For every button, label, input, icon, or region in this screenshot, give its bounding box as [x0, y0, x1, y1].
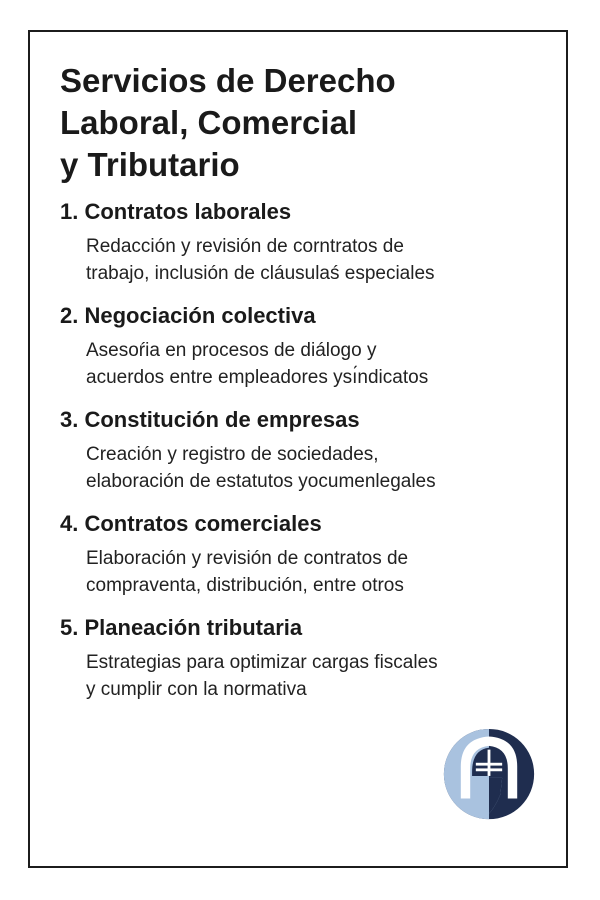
service-heading: [60, 198, 550, 226]
service-heading: [60, 614, 550, 642]
service-heading: [60, 510, 550, 538]
service-title: Contratos laborales: [84, 199, 292, 224]
service-item-1: [60, 198, 550, 302]
service-number: 1.: [60, 199, 79, 224]
page-title: Servicios de Derecho Laboral, Comercial y Tributario: [60, 62, 396, 183]
service-number: 3.: [60, 407, 79, 432]
logo-crest-line: [488, 750, 491, 776]
service-number: 2.: [60, 303, 79, 328]
service-description: Redacción y revisión de corntratos de trabajo, inclusión de cláusulaś especiales: [86, 236, 435, 284]
service-heading: [60, 406, 550, 434]
service-description: Asesoŕia en procesos de diálogo y acuerdos entre empleadores ysı́ndicatos: [86, 340, 429, 388]
service-title: Planeación tributaria: [84, 615, 303, 640]
service-title: Constitución de empresas: [84, 407, 360, 432]
service-item-4: [60, 510, 550, 614]
services-card: [28, 30, 568, 868]
helmet-emblem-icon: [442, 725, 536, 825]
service-number: 5.: [60, 615, 79, 640]
service-heading: [60, 302, 550, 330]
service-item-3: [60, 406, 550, 510]
service-description: Creación y registro de sociedades, elaboración de estatutos yocumenlegales: [86, 444, 436, 492]
service-number: 4.: [60, 511, 79, 536]
service-item-2: [60, 302, 550, 406]
service-title: Contratos comerciales: [84, 511, 322, 536]
service-description: Elaboración y revisión de contratos de compraventa, distribución, entre otros: [86, 548, 409, 596]
services-list: [60, 198, 550, 718]
service-title: Negociación colectiva: [84, 303, 316, 328]
service-item-5: [60, 614, 550, 718]
service-description: Estrategias para optimizar cargas fiscales y cumplir con la normativa: [86, 652, 438, 700]
